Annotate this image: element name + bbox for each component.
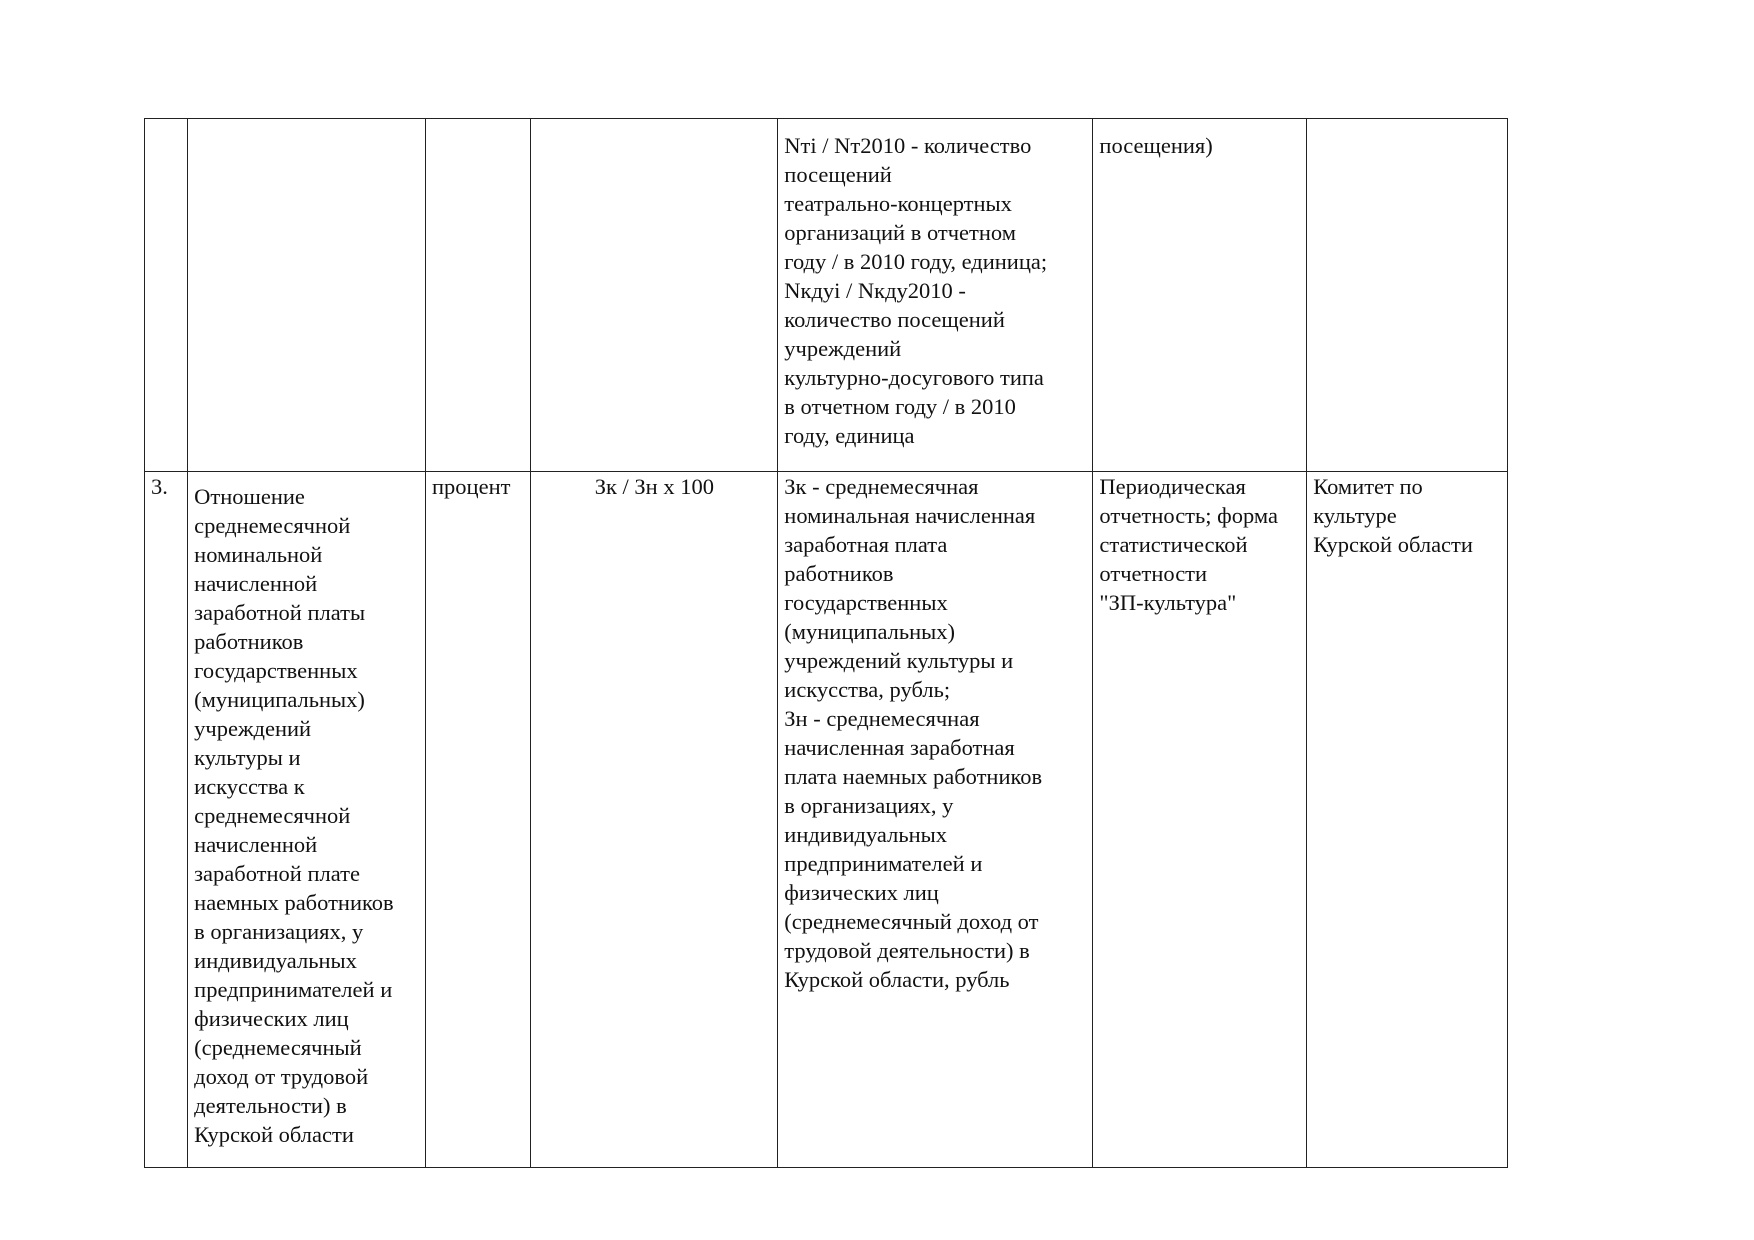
text-line: учреждений культуры и bbox=[784, 648, 1014, 673]
text-line: деятельности) в bbox=[194, 1093, 347, 1118]
text-line: начисленная заработная bbox=[784, 735, 1015, 760]
text-line: Зк - среднемесячная bbox=[784, 474, 979, 499]
text-line: индивидуальных bbox=[784, 822, 947, 847]
table-row bbox=[145, 119, 1508, 472]
text-line: государственных bbox=[784, 590, 948, 615]
cell-indicator bbox=[188, 119, 426, 472]
text-line: физических лиц bbox=[784, 880, 939, 905]
text-line: году, единица bbox=[784, 423, 915, 448]
text-line: заработной платы bbox=[194, 600, 366, 625]
text-line: учреждений bbox=[194, 716, 312, 741]
text-line: количество посещений bbox=[784, 307, 1005, 332]
text-line: начисленной bbox=[194, 571, 318, 596]
cell-indicator bbox=[188, 472, 426, 1168]
text-line: Курской области bbox=[1313, 532, 1473, 557]
cell-source bbox=[1093, 472, 1307, 1168]
text-line: Периодическая bbox=[1099, 474, 1246, 499]
text-line: культуры и bbox=[194, 745, 301, 770]
cell-number: 3. bbox=[145, 472, 188, 1168]
text-line: государственных bbox=[194, 658, 358, 683]
cell-responsible bbox=[1307, 472, 1508, 1168]
text-line: плата наемных работников bbox=[784, 764, 1043, 789]
text-line: предпринимателей и bbox=[784, 851, 983, 876]
cell-unit bbox=[426, 119, 531, 472]
text-line: заработной плате bbox=[194, 861, 360, 886]
text-line: посещения) bbox=[1099, 133, 1213, 158]
text-line: отчетности bbox=[1099, 561, 1208, 586]
text-line: (муниципальных) bbox=[784, 619, 956, 644]
text-line: индивидуальных bbox=[194, 948, 357, 973]
text-line: Комитет по bbox=[1313, 474, 1423, 499]
text-line: (среднемесячный доход от bbox=[784, 909, 1039, 934]
text-line: статистической bbox=[1099, 532, 1248, 557]
cell-number bbox=[145, 119, 188, 472]
text-line: искусства, рубль; bbox=[784, 677, 951, 702]
text-line: в отчетном году / в 2010 bbox=[784, 394, 1016, 419]
text-line: Курской области, рубль bbox=[784, 967, 1010, 992]
cell-unit: процент bbox=[426, 472, 531, 1168]
text-line: физических лиц bbox=[194, 1006, 349, 1031]
cell-formula: Зк / Зн x 100 bbox=[531, 472, 778, 1168]
text-line: Nтi / Nт2010 - количество bbox=[784, 133, 1032, 158]
indicators-table bbox=[144, 118, 1508, 1168]
text-line: Зн - среднемесячная bbox=[784, 706, 980, 731]
cell-explanation bbox=[778, 119, 1093, 472]
text-line: работников bbox=[194, 629, 304, 654]
text-line: культуре bbox=[1313, 503, 1397, 528]
text-line: посещений bbox=[784, 162, 892, 187]
text-line: заработная плата bbox=[784, 532, 948, 557]
text-line: учреждений bbox=[784, 336, 902, 361]
text-line: театрально-концертных bbox=[784, 191, 1012, 216]
text-line: номинальной bbox=[194, 542, 323, 567]
text-line: Отношение bbox=[194, 484, 305, 509]
text-line: трудовой деятельности) в bbox=[784, 938, 1030, 963]
text-line: (среднемесячный bbox=[194, 1035, 362, 1060]
text-line: в организациях, у bbox=[194, 919, 364, 944]
cell-responsible bbox=[1307, 119, 1508, 472]
cell-source bbox=[1093, 119, 1307, 472]
text-line: Nкдуi / Nкду2010 - bbox=[784, 278, 966, 303]
text-line: среднемесячной bbox=[194, 513, 351, 538]
text-line: организаций в отчетном bbox=[784, 220, 1016, 245]
text-line: предпринимателей и bbox=[194, 977, 393, 1002]
text-line: (муниципальных) bbox=[194, 687, 365, 712]
text-line: доход от трудовой bbox=[194, 1064, 369, 1089]
text-line: искусства к bbox=[194, 774, 305, 799]
cell-formula bbox=[531, 119, 778, 472]
text-line: культурно-досугового типа bbox=[784, 365, 1044, 390]
text-line: отчетность; форма bbox=[1099, 503, 1278, 528]
text-line: году / в 2010 году, единица; bbox=[784, 249, 1048, 274]
text-line: работников bbox=[784, 561, 894, 586]
text-line: Курской области bbox=[194, 1122, 354, 1147]
text-line: среднемесячной bbox=[194, 803, 351, 828]
text-line: "ЗП-культура" bbox=[1099, 590, 1237, 615]
text-line: начисленной bbox=[194, 832, 318, 857]
text-line: наемных работников bbox=[194, 890, 394, 915]
cell-explanation bbox=[778, 472, 1093, 1168]
text-line: номинальная начисленная bbox=[784, 503, 1036, 528]
table-row bbox=[145, 472, 1508, 1168]
text-line: в организациях, у bbox=[784, 793, 954, 818]
